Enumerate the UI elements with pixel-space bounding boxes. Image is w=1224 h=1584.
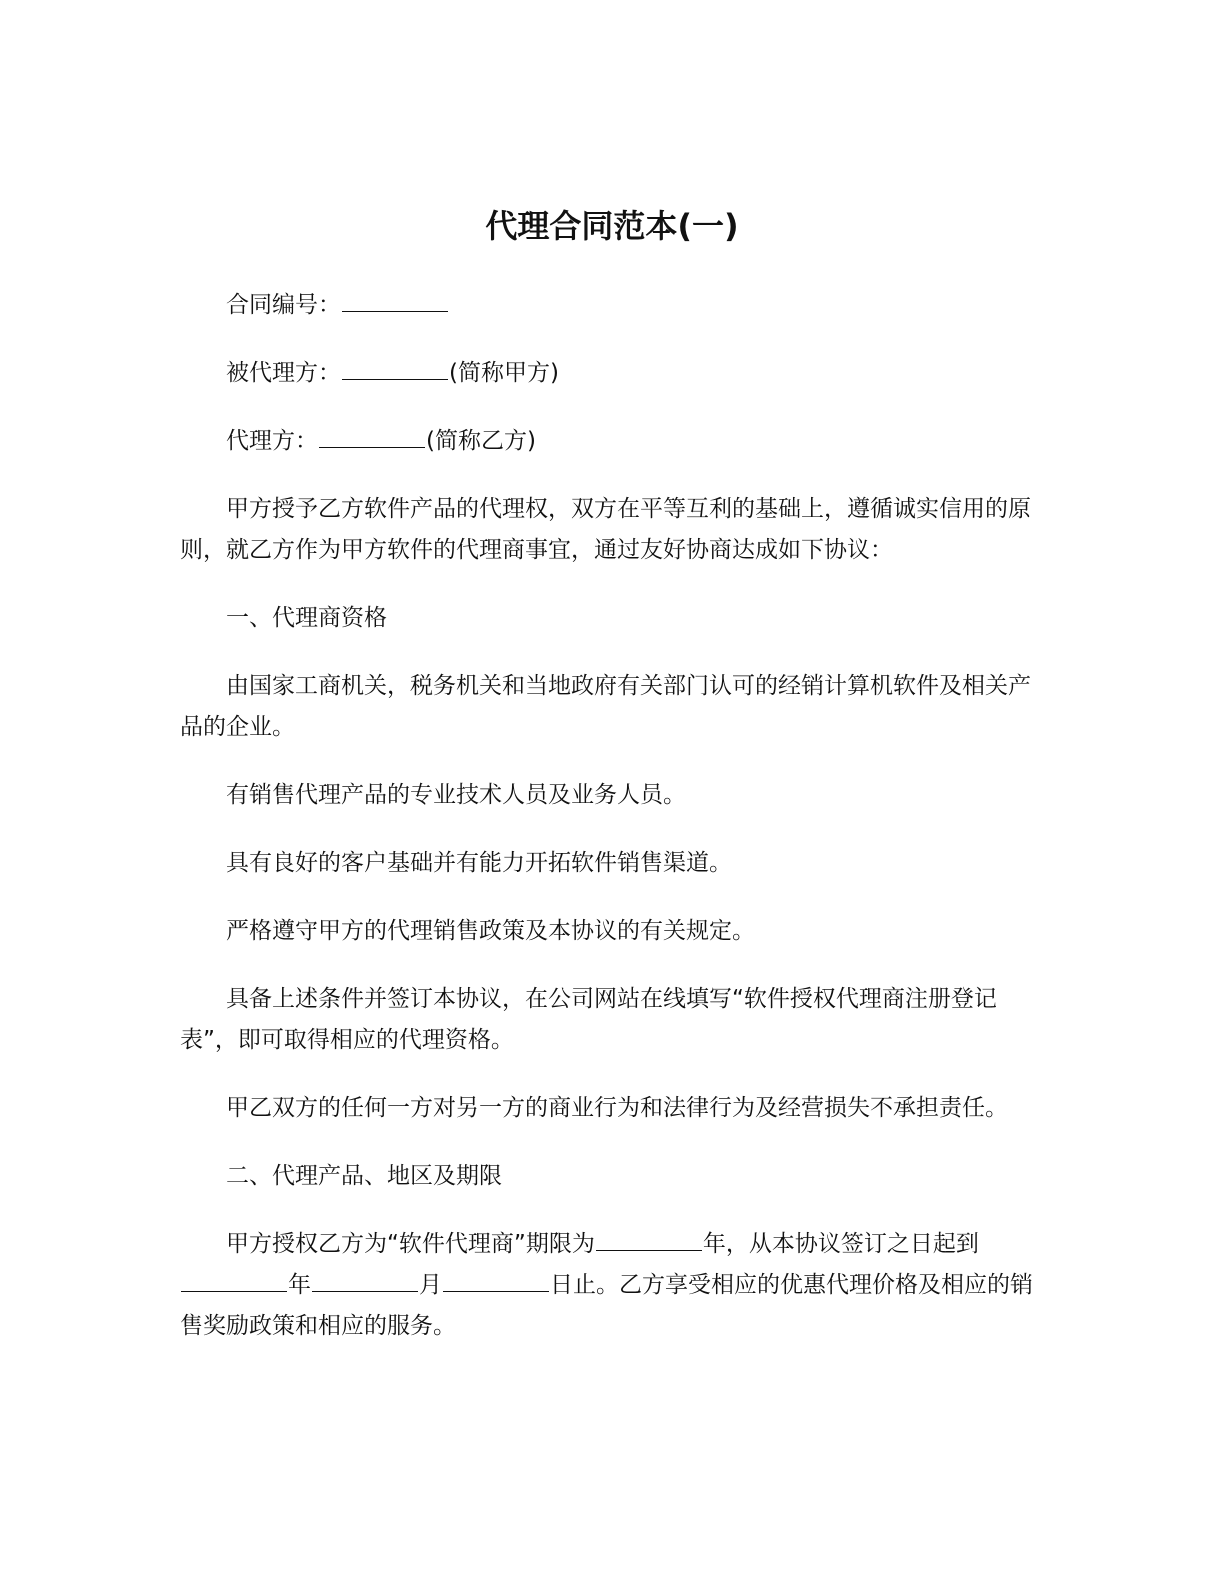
- contract-number-label: 合同编号：: [226, 292, 341, 318]
- document-body: [180, 285, 1036, 1374]
- agent-label: 代理方：: [226, 428, 318, 454]
- principal-label: 被代理方：: [226, 360, 341, 386]
- contract-number-line: [180, 285, 1036, 326]
- section1-item: 甲乙双方的任何一方对另一方的商业行为和法律行为及经营损失不承担责任。: [226, 1095, 1008, 1121]
- term-text-1: 甲方授权乙方为“软件代理商”期限为: [226, 1231, 595, 1257]
- agent-suffix: (简称乙方): [426, 428, 536, 454]
- agent-line: [180, 421, 1036, 462]
- principal-suffix: (简称甲方): [449, 360, 559, 386]
- principal-blank: [342, 357, 448, 380]
- term-text-4: 月: [419, 1272, 442, 1298]
- section1-heading: 一、代理商资格: [226, 605, 387, 631]
- section2-term-paragraph: [180, 1224, 1036, 1347]
- section1-item: 具备上述条件并签订本协议，在公司网站在线填写“软件授权代理商注册登记表”，即可取得相应的代理资格。: [180, 986, 997, 1053]
- end-month-blank: [312, 1269, 418, 1292]
- term-years-blank: [596, 1228, 702, 1251]
- section2-heading: 二、代理产品、地区及期限: [226, 1163, 502, 1189]
- end-year-blank: [181, 1269, 287, 1292]
- section1-item: 具有良好的客户基础并有能力开拓软件销售渠道。: [226, 850, 732, 876]
- contract-number-blank: [342, 289, 448, 312]
- term-text-3: 年: [288, 1272, 311, 1298]
- term-text-2: 年，从本协议签订之日起到: [702, 1231, 979, 1257]
- principal-line: [180, 353, 1036, 394]
- document-title: 代理合同范本(一): [485, 207, 739, 245]
- intro-paragraph: 甲方授予乙方软件产品的代理权，双方在平等互利的基础上，遵循诚实信用的原则，就乙方作为甲方软件的代理商事宜，通过友好协商达成如下协议：: [180, 496, 1031, 563]
- section1-item: 由国家工商机关，税务机关和当地政府有关部门认可的经销计算机软件及相关产品的企业。: [180, 673, 1031, 740]
- end-day-blank: [443, 1269, 549, 1292]
- section1-item: 严格遵守甲方的代理销售政策及本协议的有关规定。: [226, 918, 755, 944]
- section1-item: 有销售代理产品的专业技术人员及业务人员。: [226, 782, 686, 808]
- agent-blank: [319, 425, 425, 448]
- term-text-5: 日止。乙方享受相应的优惠代理价格及相应的销售奖励政策和相应的服务。: [180, 1272, 1033, 1339]
